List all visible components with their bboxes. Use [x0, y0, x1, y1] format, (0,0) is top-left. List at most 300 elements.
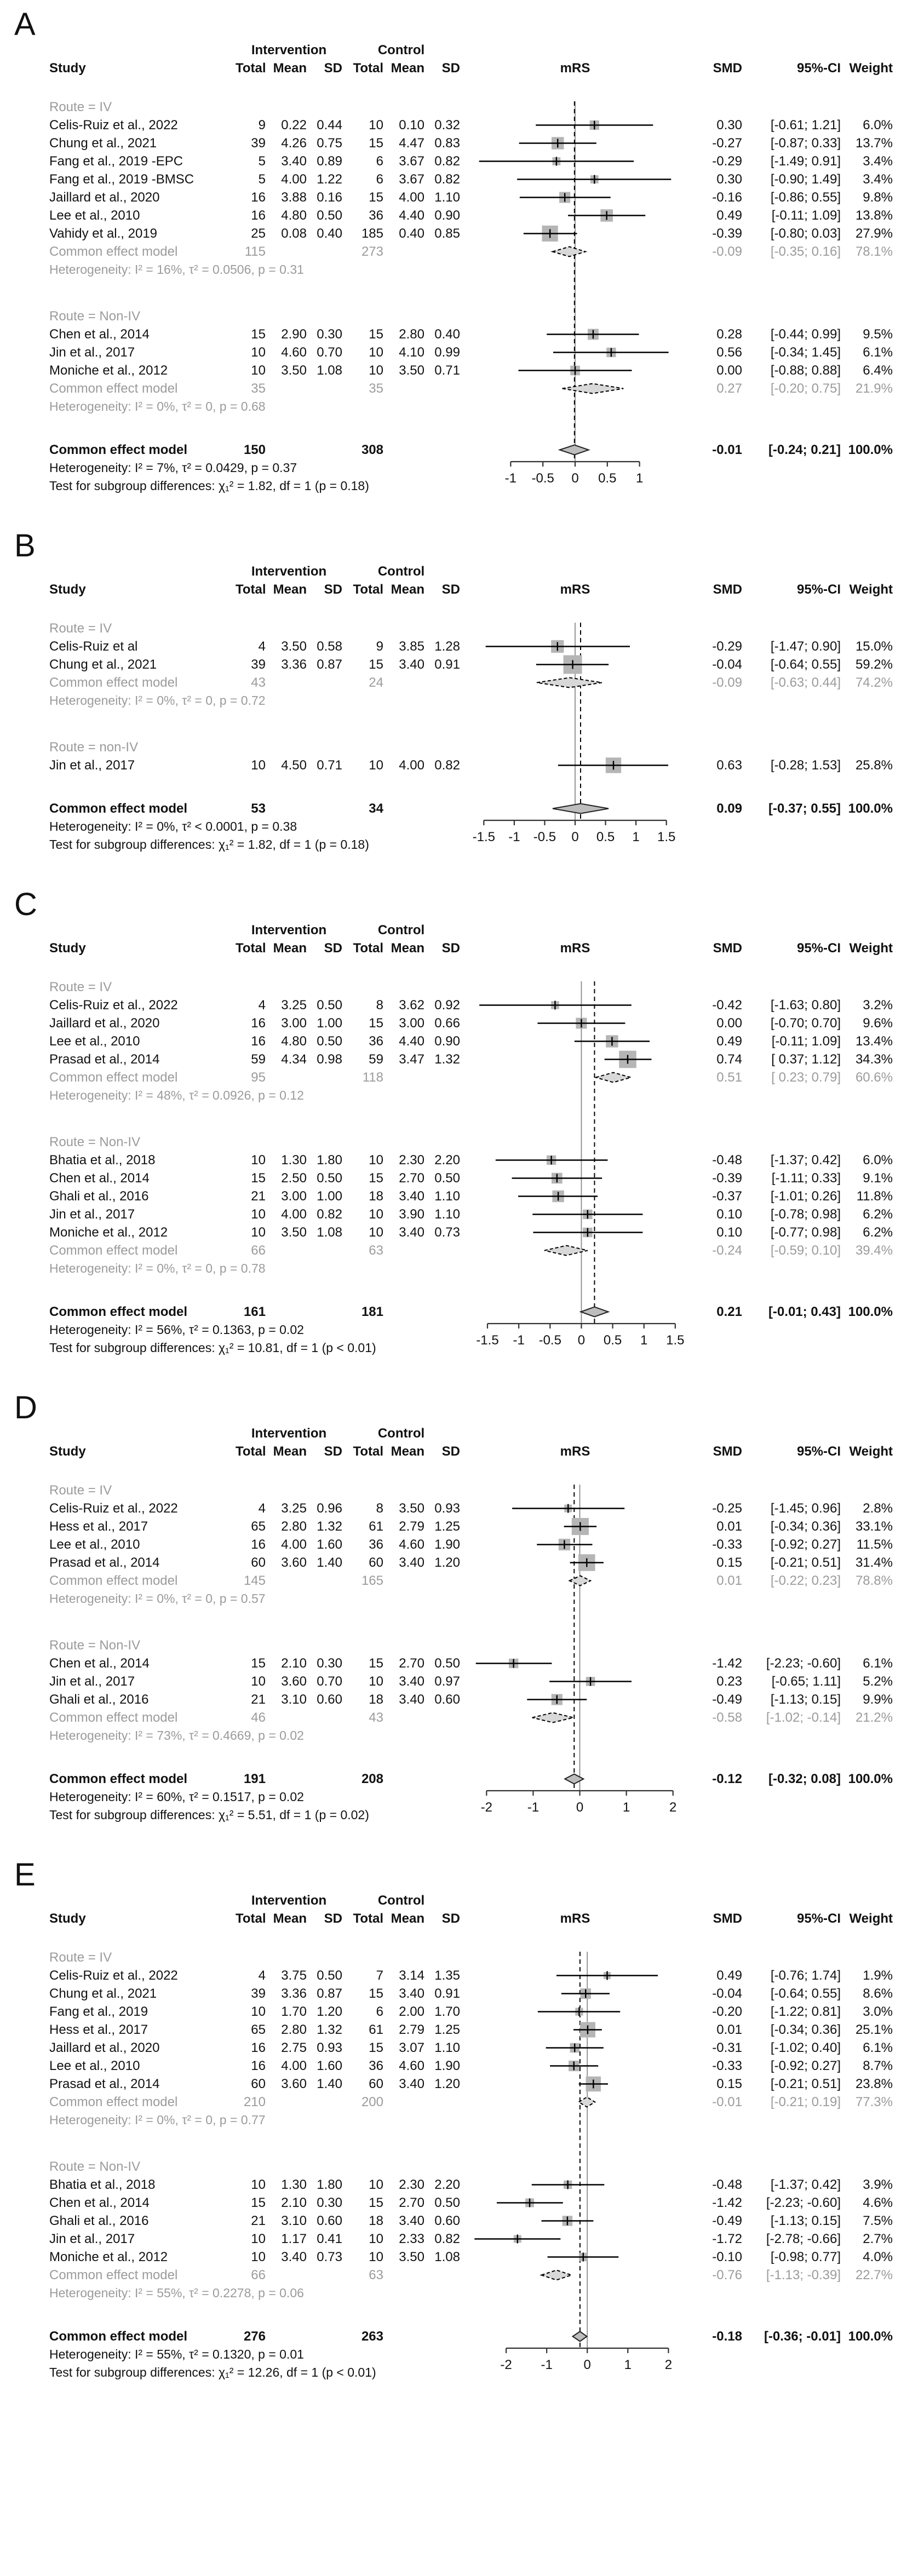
- weight-value: 7.5%: [863, 2213, 893, 2228]
- weight-value: 3.0%: [863, 2004, 893, 2019]
- intervention-sd: 0.30: [317, 2195, 342, 2210]
- common-ci-value: [-0.21; 0.19]: [770, 2095, 841, 2109]
- ci-value: [-1.13; 0.15]: [770, 1692, 841, 1707]
- heterogeneity-text: Heterogeneity: I² = 0%, τ² = 0, p = 0.72: [49, 693, 266, 708]
- smd-value: 0.56: [716, 345, 742, 360]
- overall-smd-value: -0.01: [712, 442, 742, 457]
- common-smd-value: -0.09: [712, 675, 742, 690]
- intervention-total: 15: [251, 1171, 266, 1186]
- intervention-sd: 0.58: [317, 639, 342, 654]
- weight-value: 13.4%: [855, 1034, 893, 1049]
- weight-value: 25.1%: [855, 2022, 893, 2037]
- study-name: Moniche et al., 2012: [49, 2250, 168, 2264]
- control-total: 6: [376, 154, 383, 169]
- smd-value: 0.01: [716, 1519, 742, 1534]
- intervention-group-label: Intervention: [251, 564, 327, 579]
- intervention-total: 10: [251, 1207, 266, 1222]
- intervention-mean: 3.60: [281, 1674, 307, 1689]
- study-name: Fang et al., 2019: [49, 2004, 148, 2019]
- study-name: Celis-Ruiz et al., 2022: [49, 998, 178, 1013]
- panel-letter-D: [0, 1390, 901, 1425]
- ci-value: [-0.76; 1.74]: [770, 1968, 841, 1983]
- total-c-column-header: Total: [353, 61, 383, 76]
- ci-value: [-2.78; -0.66]: [766, 2232, 841, 2246]
- study-row: [0, 1691, 901, 1709]
- overall-common-effect-row: [0, 800, 901, 818]
- study-name: Ghali et al., 2016: [49, 2213, 149, 2228]
- intervention-mean: 4.80: [281, 208, 307, 223]
- study-column-header: Study: [49, 582, 86, 597]
- common-total-c: 43: [369, 1710, 383, 1725]
- control-mean: 4.40: [399, 208, 424, 223]
- intervention-total: 4: [258, 1968, 266, 1983]
- control-sd: 0.99: [434, 345, 460, 360]
- study-row: [0, 2075, 901, 2093]
- subgroup-heterogeneity-row: [0, 1086, 901, 1105]
- spacer: [0, 1745, 901, 1770]
- intervention-total: 16: [251, 208, 266, 223]
- intervention-mean: 3.50: [281, 639, 307, 654]
- control-mean: 3.14: [399, 1968, 424, 1983]
- overall-total-c: 208: [361, 1772, 383, 1786]
- control-mean: 4.00: [399, 190, 424, 205]
- ci-value: [-1.11; 0.33]: [771, 1171, 841, 1186]
- control-mean: 2.70: [399, 1171, 424, 1186]
- smd-value: 0.10: [716, 1207, 742, 1222]
- panel-A: [0, 4, 901, 526]
- common-total-c: 24: [369, 675, 383, 690]
- subgroup-label-row: [0, 1481, 901, 1499]
- weight-value: 6.0%: [863, 118, 893, 133]
- control-sd: 0.50: [434, 2195, 460, 2210]
- ci-value: [-0.34; 0.36]: [770, 2022, 841, 2037]
- spacer: [0, 2302, 901, 2327]
- smd-value: -0.39: [712, 226, 742, 241]
- intervention-total: 10: [251, 345, 266, 360]
- total-c-column-header: Total: [353, 941, 383, 956]
- ci-value: [-1.01; 0.26]: [770, 1189, 841, 1204]
- study-name: Celis-Ruiz et al., 2022: [49, 1501, 178, 1516]
- study-row: [0, 134, 901, 152]
- subgroup-label-row: [0, 619, 901, 637]
- panel-letter-text: E: [14, 1857, 36, 1893]
- overall-label: Common effect model: [49, 2329, 188, 2344]
- weight-value: 13.8%: [855, 208, 893, 223]
- control-mean: 2.70: [399, 1656, 424, 1671]
- smd-value: 0.15: [716, 1555, 742, 1570]
- ci-value: [ 0.37; 1.12]: [771, 1052, 841, 1067]
- overall-heterogeneity-text: Heterogeneity: I² = 56%, τ² = 0.1363, p = 0.02: [49, 1323, 304, 1337]
- control-total: 10: [369, 1207, 383, 1222]
- control-total: 10: [369, 345, 383, 360]
- smd-value: -0.48: [712, 1153, 742, 1168]
- control-sd: 1.32: [434, 1052, 460, 1067]
- control-mean: 3.40: [399, 1189, 424, 1204]
- overall-smd-value: 0.09: [716, 801, 742, 816]
- ci-value: [-1.37; 0.42]: [770, 1153, 841, 1168]
- common-effect-label: Common effect model: [49, 381, 178, 396]
- column-header-row: [0, 939, 901, 957]
- smd-column-header: SMD: [713, 61, 742, 76]
- study-name: Celis-Ruiz et al., 2022: [49, 118, 178, 133]
- common-total-i: 66: [251, 1243, 266, 1258]
- study-name: Chung et al., 2021: [49, 136, 157, 151]
- control-sd: 0.50: [434, 1656, 460, 1671]
- control-mean: 3.67: [399, 154, 424, 169]
- control-sd: 1.20: [434, 1555, 460, 1570]
- weight-value: 31.4%: [855, 1555, 893, 1570]
- control-sd: 1.08: [434, 2250, 460, 2264]
- smd-value: -0.16: [712, 190, 742, 205]
- intervention-total: 65: [251, 1519, 266, 1534]
- intervention-total: 10: [251, 1674, 266, 1689]
- common-total-c: 200: [361, 2095, 383, 2109]
- mean-i-column-header: Mean: [273, 582, 307, 597]
- control-mean: 3.40: [399, 657, 424, 672]
- control-sd: 1.25: [434, 1519, 460, 1534]
- study-name: Prasad et al., 2014: [49, 1052, 160, 1067]
- weight-value: 23.8%: [855, 2077, 893, 2091]
- common-total-i: 35: [251, 381, 266, 396]
- ci-value: [-0.86; 0.55]: [770, 190, 841, 205]
- subgroup-label: Route = Non-IV: [49, 1638, 141, 1653]
- control-sd: 1.90: [434, 1537, 460, 1552]
- control-total: 36: [369, 1034, 383, 1049]
- study-row: [0, 756, 901, 774]
- intervention-sd: 0.50: [317, 1968, 342, 1983]
- overall-heterogeneity-row: [0, 459, 901, 477]
- intervention-sd: 0.75: [317, 136, 342, 151]
- study-row: [0, 343, 901, 361]
- intervention-sd: 0.41: [317, 2232, 342, 2246]
- weight-value: 33.1%: [855, 1519, 893, 1534]
- axis-tick-label: 0.5: [596, 830, 615, 844]
- study-row: [0, 1205, 901, 1223]
- intervention-mean: 0.22: [281, 118, 307, 133]
- control-total: 10: [369, 118, 383, 133]
- weight-value: 9.6%: [863, 1016, 893, 1031]
- control-sd: 1.28: [434, 639, 460, 654]
- common-total-c: 63: [369, 1243, 383, 1258]
- study-name: Prasad et al., 2014: [49, 2077, 160, 2091]
- column-group-header-row: [0, 562, 901, 580]
- overall-total-c: 34: [369, 801, 383, 816]
- smd-value: 0.49: [716, 1034, 742, 1049]
- subgroup-label-row: [0, 1948, 901, 1967]
- study-row: [0, 1517, 901, 1536]
- ci-value: [-2.23; -0.60]: [766, 2195, 841, 2210]
- common-smd-value: -0.76: [712, 2268, 742, 2282]
- ci-value: [-1.63; 0.80]: [770, 998, 841, 1013]
- axis-tick-label: 0: [577, 1333, 586, 1348]
- mean-i-column-header: Mean: [273, 61, 307, 76]
- study-name: Fang et al., 2019 -EPC: [49, 154, 183, 169]
- ci-value: [-1.13; 0.15]: [770, 2213, 841, 2228]
- control-sd: 1.70: [434, 2004, 460, 2019]
- intervention-total: 16: [251, 1034, 266, 1049]
- study-name: Lee et al., 2010: [49, 208, 140, 223]
- overall-common-effect-row: [0, 1770, 901, 1788]
- common-total-i: 210: [243, 2095, 266, 2109]
- weight-column-header: Weight: [849, 582, 893, 597]
- intervention-sd: 1.20: [317, 2004, 342, 2019]
- intervention-sd: 0.93: [317, 2040, 342, 2055]
- control-mean: 4.60: [399, 2058, 424, 2073]
- axis-tick-label: 1: [640, 1333, 648, 1348]
- control-total: 36: [369, 1537, 383, 1552]
- study-row: [0, 2057, 901, 2075]
- common-weight-value: 21.2%: [855, 1710, 893, 1725]
- common-ci-value: [-0.59; 0.10]: [770, 1243, 841, 1258]
- smd-value: -0.49: [712, 1692, 742, 1707]
- ci-value: [-1.37; 0.42]: [770, 2177, 841, 2192]
- overall-total-i: 276: [243, 2329, 266, 2344]
- ci-value: [-1.47; 0.90]: [770, 639, 841, 654]
- intervention-sd: 1.08: [317, 363, 342, 378]
- control-total: 9: [376, 639, 383, 654]
- control-mean: 2.79: [399, 1519, 424, 1534]
- intervention-sd: 0.30: [317, 1656, 342, 1671]
- control-sd: 1.10: [434, 2040, 460, 2055]
- column-group-header-row: [0, 1424, 901, 1442]
- intervention-sd: 0.96: [317, 1501, 342, 1516]
- control-mean: 3.50: [399, 363, 424, 378]
- sd-c-column-header: SD: [441, 941, 460, 956]
- control-total: 10: [369, 1225, 383, 1240]
- study-row: [0, 2176, 901, 2194]
- axis-tick-label: 0.5: [598, 471, 617, 486]
- control-total: 15: [369, 1656, 383, 1671]
- overall-weight-value: 100.0%: [848, 1304, 893, 1319]
- control-total: 10: [369, 1153, 383, 1168]
- subgroup-common-effect-row: [0, 1068, 901, 1086]
- control-total: 15: [369, 2195, 383, 2210]
- smd-value: 0.28: [716, 327, 742, 342]
- common-smd-value: -0.58: [712, 1710, 742, 1725]
- common-smd-value: 0.51: [716, 1070, 742, 1085]
- intervention-sd: 0.87: [317, 1986, 342, 2001]
- control-total: 18: [369, 1189, 383, 1204]
- control-total: 15: [369, 1016, 383, 1031]
- intervention-sd: 1.60: [317, 2058, 342, 2073]
- control-total: 59: [369, 1052, 383, 1067]
- ci-value: [-0.28; 1.53]: [770, 758, 841, 773]
- column-group-header-row: [0, 921, 901, 939]
- study-name: Jaillard et al., 2020: [49, 2040, 160, 2055]
- intervention-mean: 0.08: [281, 226, 307, 241]
- control-total: 6: [376, 172, 383, 187]
- subgroup-label-row: [0, 1133, 901, 1151]
- axis-tick-label: 0: [571, 471, 579, 486]
- study-row: [0, 2021, 901, 2039]
- intervention-mean: 3.25: [281, 1501, 307, 1516]
- intervention-total: 10: [251, 1153, 266, 1168]
- subgroup-label: Route = IV: [49, 1950, 112, 1965]
- study-row: [0, 2248, 901, 2266]
- control-sd: 0.97: [434, 1674, 460, 1689]
- subgroup-test-text: Test for subgroup differences: χ₁² = 5.51, df = 1 (p = 0.02): [49, 1808, 369, 1822]
- subgroup-heterogeneity-row: [0, 1260, 901, 1278]
- control-mean: 3.40: [399, 1555, 424, 1570]
- axis-tick-label: -1: [527, 1800, 540, 1815]
- control-sd: 0.60: [434, 2213, 460, 2228]
- study-row: [0, 116, 901, 134]
- intervention-sd: 0.50: [317, 1171, 342, 1186]
- ci-value: [-0.92; 0.27]: [770, 1537, 841, 1552]
- column-header-row: [0, 1442, 901, 1461]
- intervention-mean: 4.00: [281, 1537, 307, 1552]
- study-row: [0, 1050, 901, 1068]
- control-sd: 0.32: [434, 118, 460, 133]
- subgroup-label-row: [0, 98, 901, 116]
- overall-weight-value: 100.0%: [848, 1772, 893, 1786]
- intervention-total: 4: [258, 639, 266, 654]
- study-row: [0, 1151, 901, 1169]
- mean-i-column-header: Mean: [273, 1444, 307, 1459]
- intervention-sd: 1.00: [317, 1189, 342, 1204]
- weight-column-header: Weight: [849, 1911, 893, 1926]
- common-ci-value: [-1.13; -0.39]: [766, 2268, 841, 2282]
- overall-total-i: 191: [243, 1772, 266, 1786]
- axis-tick-label: 0.5: [603, 1333, 622, 1348]
- intervention-total: 39: [251, 136, 266, 151]
- control-group-label: Control: [377, 564, 425, 579]
- axis-tick-label: 1: [632, 830, 640, 844]
- intervention-mean: 3.60: [281, 1555, 307, 1570]
- intervention-total: 60: [251, 1555, 266, 1570]
- ci-value: [-0.65; 1.11]: [771, 1674, 841, 1689]
- study-name: Chen et al., 2014: [49, 2195, 150, 2210]
- axis-tick-label: 2: [669, 1800, 677, 1815]
- sd-i-column-header: SD: [324, 1911, 342, 1926]
- study-name: Ghali et al., 2016: [49, 1692, 149, 1707]
- study-row: [0, 2003, 901, 2021]
- ci-value: [-0.34; 0.36]: [770, 1519, 841, 1534]
- study-row: [0, 2212, 901, 2230]
- intervention-total: 60: [251, 2077, 266, 2091]
- control-mean: 0.40: [399, 226, 424, 241]
- intervention-sd: 1.08: [317, 1225, 342, 1240]
- control-mean: 4.60: [399, 1537, 424, 1552]
- subgroup-test-row: [0, 2364, 901, 2382]
- ci-value: [-0.34; 1.45]: [770, 345, 841, 360]
- spacer: [0, 1928, 901, 1948]
- outcome-label: mRS: [560, 941, 590, 956]
- overall-total-c: 308: [361, 442, 383, 457]
- intervention-mean: 2.75: [281, 2040, 307, 2055]
- control-sd: 1.25: [434, 2022, 460, 2037]
- control-total: 10: [369, 1674, 383, 1689]
- control-total: 10: [369, 2177, 383, 2192]
- control-mean: 2.30: [399, 2177, 424, 2192]
- intervention-mean: 4.26: [281, 136, 307, 151]
- subgroup-common-effect-row: [0, 1241, 901, 1260]
- study-row: [0, 1967, 901, 1985]
- sd-c-column-header: SD: [441, 582, 460, 597]
- weight-value: 1.9%: [863, 1968, 893, 1983]
- intervention-mean: 4.00: [281, 2058, 307, 2073]
- intervention-total: 65: [251, 2022, 266, 2037]
- heterogeneity-text: Heterogeneity: I² = 0%, τ² = 0, p = 0.68: [49, 399, 266, 413]
- spacer: [0, 599, 901, 619]
- ci-value: [-0.78; 0.98]: [770, 1207, 841, 1222]
- intervention-total: 25: [251, 226, 266, 241]
- intervention-mean: 4.00: [281, 1207, 307, 1222]
- control-total: 10: [369, 758, 383, 773]
- panel-letter-A: [0, 7, 901, 42]
- intervention-mean: 1.30: [281, 2177, 307, 2192]
- study-row: [0, 637, 901, 656]
- control-sd: 0.82: [434, 154, 460, 169]
- weight-value: 25.8%: [855, 758, 893, 773]
- intervention-total: 10: [251, 363, 266, 378]
- control-mean: 3.67: [399, 172, 424, 187]
- intervention-total: 39: [251, 657, 266, 672]
- panel-letter-B: [0, 528, 901, 564]
- control-sd: 0.93: [434, 1501, 460, 1516]
- mean-c-column-header: Mean: [391, 1444, 424, 1459]
- common-total-i: 43: [251, 675, 266, 690]
- study-name: Lee et al., 2010: [49, 1034, 140, 1049]
- smd-value: 0.30: [716, 172, 742, 187]
- sd-i-column-header: SD: [324, 61, 342, 76]
- control-sd: 2.20: [434, 2177, 460, 2192]
- smd-value: -0.27: [712, 136, 742, 151]
- heterogeneity-text: Heterogeneity: I² = 0%, τ² = 0, p = 0.78: [49, 1261, 266, 1275]
- weight-value: 9.8%: [863, 190, 893, 205]
- intervention-mean: 4.80: [281, 1034, 307, 1049]
- column-group-header-row: [0, 1891, 901, 1910]
- control-mean: 2.30: [399, 1153, 424, 1168]
- study-name: Ghali et al., 2016: [49, 1189, 149, 1204]
- intervention-sd: 0.60: [317, 1692, 342, 1707]
- control-sd: 0.91: [434, 1986, 460, 2001]
- control-total: 15: [369, 1986, 383, 2001]
- common-ci-value: [-1.02; -0.14]: [766, 1710, 841, 1725]
- smd-value: -0.37: [712, 1189, 742, 1204]
- subgroup-label-row: [0, 2158, 901, 2176]
- intervention-sd: 1.32: [317, 2022, 342, 2037]
- common-effect-label: Common effect model: [49, 1243, 178, 1258]
- spacer: [0, 774, 901, 800]
- study-column-header: Study: [49, 1911, 86, 1926]
- intervention-total: 10: [251, 2004, 266, 2019]
- heterogeneity-text: Heterogeneity: I² = 0%, τ² = 0, p = 0.57: [49, 1591, 266, 1606]
- overall-smd-value: -0.12: [712, 1772, 742, 1786]
- control-mean: 2.33: [399, 2232, 424, 2246]
- intervention-mean: 3.75: [281, 1968, 307, 1983]
- intervention-mean: 3.40: [281, 2250, 307, 2264]
- study-name: Vahidy et al., 2019: [49, 226, 158, 241]
- intervention-mean: 3.50: [281, 363, 307, 378]
- intervention-total: 16: [251, 190, 266, 205]
- study-name: Chung et al., 2021: [49, 1986, 157, 2001]
- ci-value: [-0.64; 0.55]: [770, 1986, 841, 2001]
- total-i-column-header: Total: [236, 941, 266, 956]
- common-weight-value: 78.8%: [855, 1573, 893, 1588]
- heterogeneity-text: Heterogeneity: I² = 55%, τ² = 0.2278, p = 0.06: [49, 2286, 304, 2300]
- axis-tick-label: 1: [635, 471, 644, 486]
- common-smd-value: -0.24: [712, 1243, 742, 1258]
- intervention-mean: 3.00: [281, 1016, 307, 1031]
- common-weight-value: 74.2%: [855, 675, 893, 690]
- axis-tick-label: -1: [541, 2358, 553, 2372]
- common-ci-value: [-0.20; 0.75]: [770, 381, 841, 396]
- control-group-label: Control: [377, 923, 425, 938]
- subgroup-label: Route = Non-IV: [49, 1135, 141, 1149]
- intervention-sd: 0.50: [317, 208, 342, 223]
- heterogeneity-text: Heterogeneity: I² = 0%, τ² = 0, p = 0.77: [49, 2113, 266, 2127]
